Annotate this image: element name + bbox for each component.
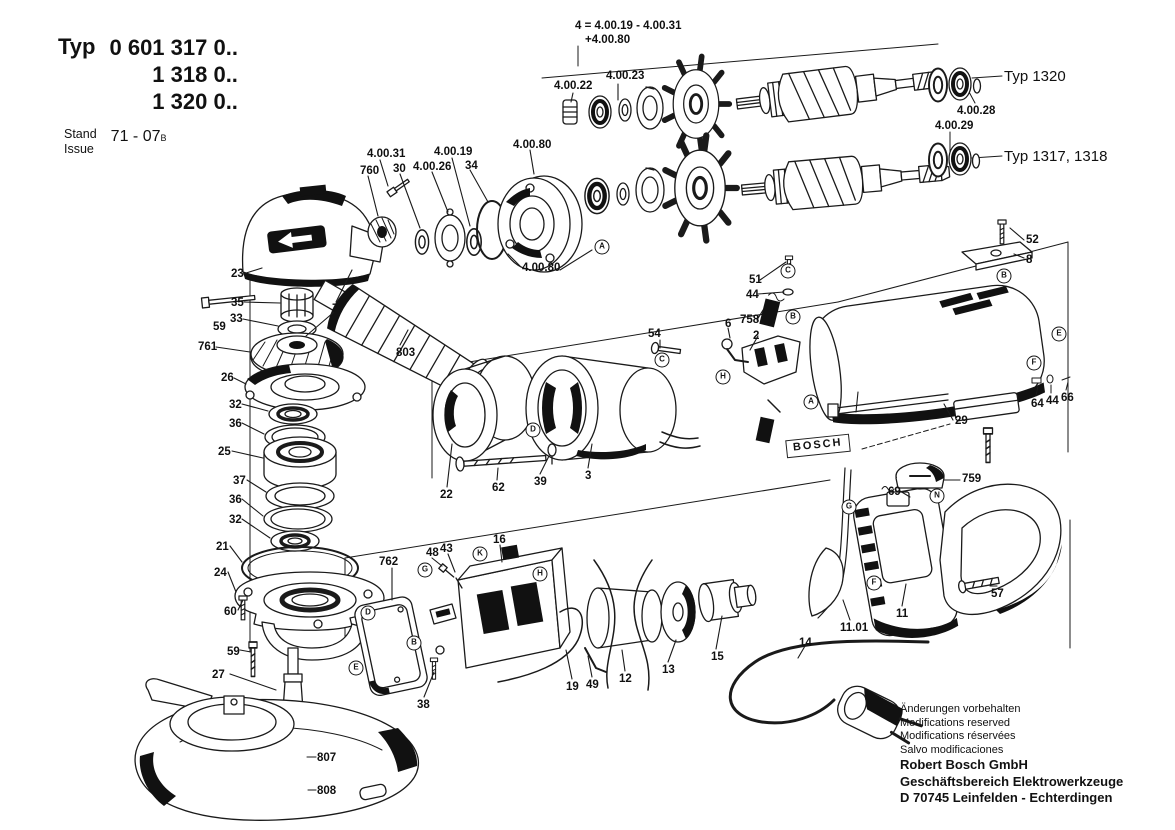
ref-letter-B: B <box>997 269 1012 284</box>
ref-letter-D: D <box>526 423 541 438</box>
part-label-48: 48 <box>426 547 439 559</box>
part-label-13: 13 <box>662 664 675 676</box>
stand-value: 71 - 07 <box>110 128 161 145</box>
part-label-4-4.00.19-4.00.31: 4 = 4.00.19 - 4.00.31 <box>575 20 682 32</box>
part-label-32: 32 <box>229 514 242 526</box>
part-label-37: 37 <box>233 475 246 487</box>
part-label-19: 19 <box>566 681 579 693</box>
motor-housing-drawing <box>804 220 1070 462</box>
brush-cap-drawing <box>896 463 944 489</box>
ref-letter-E: E <box>1052 327 1067 342</box>
typ-label: Typ <box>58 34 96 59</box>
footer-block <box>900 703 1123 807</box>
part-label-760: 760 <box>360 165 380 177</box>
washer-13-drawing <box>661 582 696 642</box>
issue-block <box>64 127 167 157</box>
typ-model-line: 0 601 317 0.. <box>109 35 238 60</box>
part-label-4.00.22: 4.00.22 <box>554 80 593 92</box>
part-label-2: 2 <box>753 330 760 342</box>
ref-letter-K: K <box>473 547 488 562</box>
ref-letter-A: A <box>595 240 610 255</box>
stand-suffix: B <box>160 133 167 143</box>
part-label-34: 34 <box>465 160 478 172</box>
part-label-30: 30 <box>393 163 406 175</box>
part-label-35: 35 <box>231 297 244 309</box>
ref-letter-B: B <box>407 636 422 651</box>
part-label-36: 36 <box>229 418 242 430</box>
bosch-nameplate: BOSCH <box>785 434 850 459</box>
footer-company-line: Robert Bosch GmbH <box>900 757 1028 772</box>
ref-letter-G: G <box>842 500 857 515</box>
part-label-57: 57 <box>991 588 1004 600</box>
bevel-gear-row-drawing <box>368 176 582 272</box>
ref-letter-H: H <box>716 370 731 385</box>
ref-letter-N: N <box>930 489 945 504</box>
gear-head-drawing <box>243 185 384 287</box>
part-label-54: 54 <box>648 328 661 340</box>
part-label-762: 762 <box>379 556 399 568</box>
part-label-66: 66 <box>1061 392 1074 404</box>
part-label-4.00.26: 4.00.26 <box>413 161 452 173</box>
part-label-38: 38 <box>417 699 430 711</box>
wheel-guard-drawing <box>135 679 418 821</box>
footer-line: Modifications réservées <box>900 730 1016 742</box>
part-label-29: 29 <box>955 415 968 427</box>
part-label-23: 23 <box>231 268 244 280</box>
part-label-32: 32 <box>229 399 242 411</box>
armature-group-typ1317-1318 <box>585 136 980 241</box>
ref-letter-H: H <box>533 567 548 582</box>
part-label-758: 758 <box>740 314 760 326</box>
part-label-14: 14 <box>799 637 812 649</box>
typ-models <box>109 34 237 115</box>
part-label-26: 26 <box>221 372 234 384</box>
bearing-drawing <box>264 437 336 489</box>
ref-letter-C: C <box>781 264 796 279</box>
part-label-62: 62 <box>492 482 505 494</box>
part-label-43: 43 <box>440 543 453 555</box>
footer-line: Modifications reserved <box>900 716 1011 729</box>
ref-letter-E: E <box>349 661 364 676</box>
ref-letter-G: G <box>418 563 433 578</box>
part-label-759: 759 <box>962 473 982 485</box>
part-label-52: 52 <box>1026 234 1039 246</box>
part-label-15: 15 <box>711 651 724 663</box>
footer-company-line: Geschäftsbereich Elektrowerkzeuge <box>900 773 1124 789</box>
bearing-flange-drawing <box>498 176 582 272</box>
part-label-44: 44 <box>1046 395 1059 407</box>
typ-model-line: 1 318 0.. <box>152 62 238 87</box>
part-label-761: 761 <box>198 341 218 353</box>
footer-bold-lines <box>900 757 1123 807</box>
part-label-22: 22 <box>440 489 453 501</box>
type-block <box>58 34 238 115</box>
ref-letter-C: C <box>655 353 670 368</box>
ref-letter-A: A <box>804 395 819 410</box>
part-label-807: 807 <box>317 752 337 764</box>
part-label-8: 8 <box>1026 254 1033 266</box>
part-label-4.00.19: 4.00.19 <box>434 146 473 158</box>
part-label-51: 51 <box>749 274 762 286</box>
part-label-803: 803 <box>396 347 416 359</box>
part-label--4.00.80: +4.00.80 <box>585 34 631 46</box>
part-label-16: 16 <box>493 534 506 546</box>
footer-company-line: D 70745 Leinfelden - Echterdingen <box>900 790 1113 805</box>
part-label-33: 33 <box>230 313 243 325</box>
issue-label: Issue <box>64 142 94 156</box>
ref-letter-F: F <box>1027 356 1042 371</box>
part-label-4.00.31: 4.00.31 <box>367 148 406 160</box>
ref-letter-F: F <box>867 576 882 591</box>
part-label-4.00.29: 4.00.29 <box>935 120 974 132</box>
part-label-60: 60 <box>224 606 237 618</box>
part-label-21: 21 <box>216 541 229 553</box>
part-label-6: 6 <box>725 318 732 330</box>
part-label-12: 12 <box>619 673 632 685</box>
part-label-4.00.28: 4.00.28 <box>957 105 996 117</box>
part-label-11.01: 11.01 <box>840 622 869 634</box>
part-label-39: 39 <box>534 476 547 488</box>
footer-line: Salvo modificaciones <box>900 743 1004 756</box>
ref-letter-B: B <box>786 310 801 325</box>
part-label-Typ-1317-1318: Typ 1317, 1318 <box>1004 148 1108 165</box>
stand-label: Stand <box>64 127 97 141</box>
footer-line: Änderungen vorbehalten <box>900 703 1021 715</box>
part-label-4.00.80: 4.00.80 <box>513 139 552 151</box>
ref-letter-D: D <box>361 606 376 621</box>
part-label-24: 24 <box>214 567 227 579</box>
part-label-64: 64 <box>1031 398 1044 410</box>
part-label-4.00.80: 4.00.80 <box>522 262 561 274</box>
typ-model-line: 1 320 0.. <box>152 89 238 114</box>
part-label-3: 3 <box>585 470 592 482</box>
handle-housing-drawing <box>809 463 1062 646</box>
footer-small-lines <box>900 703 1123 757</box>
part-label-25: 25 <box>218 446 231 458</box>
armature-group-typ1320 <box>563 55 981 152</box>
cord-grommet-drawing <box>697 577 759 623</box>
part-label-1: 1 <box>853 414 860 426</box>
part-label-44: 44 <box>746 289 759 301</box>
part-label-69: 69 <box>888 486 901 498</box>
part-label-49: 49 <box>586 679 599 691</box>
part-label-Typ-1320: Typ 1320 <box>1004 68 1066 85</box>
part-label-7: 7 <box>332 303 339 315</box>
part-label-36: 36 <box>229 494 242 506</box>
part-label-11: 11 <box>896 608 909 620</box>
part-label-59: 59 <box>227 646 240 658</box>
part-label-27: 27 <box>212 669 225 681</box>
part-label-59: 59 <box>213 321 226 333</box>
stator-group-drawing <box>433 356 700 471</box>
part-label-808: 808 <box>317 785 337 797</box>
part-label-4.00.23: 4.00.23 <box>606 70 645 82</box>
